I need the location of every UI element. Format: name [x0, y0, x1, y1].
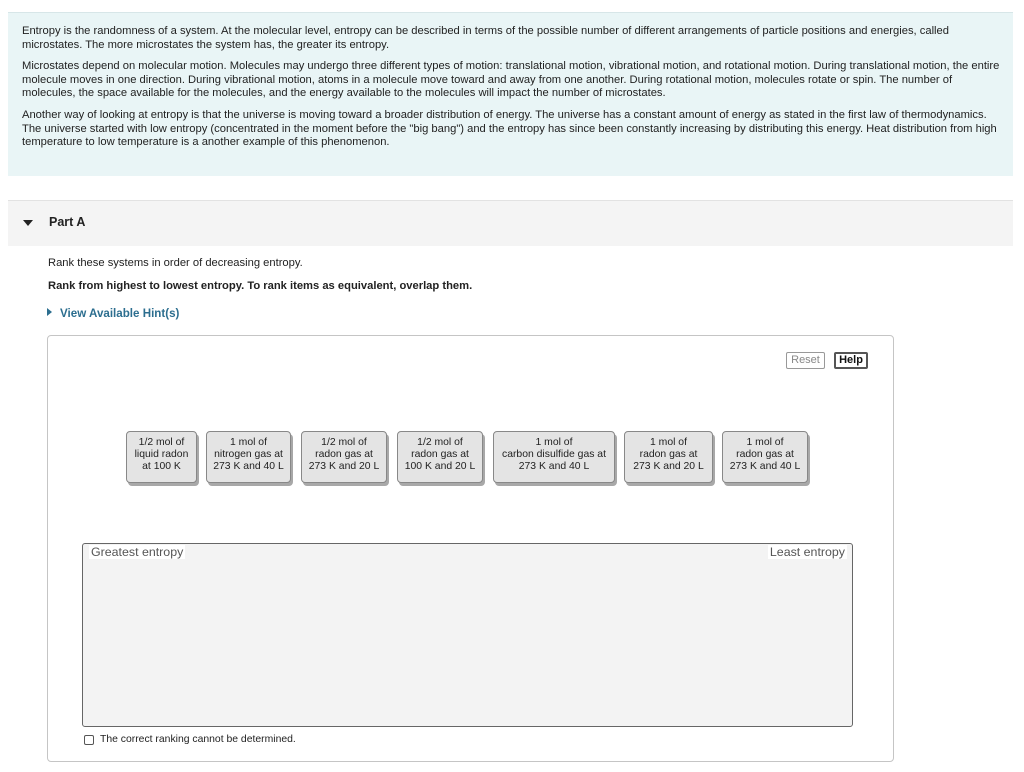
- rank-tile[interactable]: 1 mol of carbon disulfide gas at 273 K and 40 L: [493, 431, 615, 483]
- help-button[interactable]: Help: [834, 352, 868, 369]
- rank-tile[interactable]: 1 mol of nitrogen gas at 273 K and 40 L: [206, 431, 291, 483]
- view-hints-link[interactable]: [47, 307, 179, 320]
- intro-paragraph-3: Another way of looking at entropy is that the universe is moving toward a broader distribution of energy. The universe has a constant amount of energy as stated in the first law of thermodynamics. The universe started with low entropy (concentrated in the moment before the "big bang") and the entropy has since been constantly increasing by distributing this energy. Heat distribution from high temperature to low temperature is a another example of this phenomenon.: [22, 108, 997, 149]
- part-a-header[interactable]: [8, 200, 1013, 246]
- ranking-instruction: Rank from highest to lowest entropy. To rank items as equivalent, overlap them.: [48, 280, 473, 292]
- part-title: Part A: [49, 215, 86, 229]
- collapse-caret-icon[interactable]: [23, 220, 33, 226]
- cannot-determine-label: The correct ranking cannot be determined.: [100, 734, 296, 745]
- rank-tile[interactable]: 1/2 mol of radon gas at 100 K and 20 L: [397, 431, 483, 483]
- reset-button[interactable]: Reset: [786, 352, 825, 369]
- least-entropy-label: Least entropy: [769, 545, 845, 559]
- rank-tile[interactable]: 1/2 mol of liquid radon at 100 K: [126, 431, 197, 483]
- question-prompt: Rank these systems in order of decreasing entropy.: [48, 257, 303, 269]
- rank-tile[interactable]: 1/2 mol of radon gas at 273 K and 20 L: [301, 431, 387, 483]
- ranking-drop-zone[interactable]: [82, 543, 853, 727]
- intro-paragraph-2: Microstates depend on molecular motion. Molecules may undergo three different types of motion: translational motion, vibrational motion, and rotational motion. During translational motion, the entire molecule moves in one direction. During vibrational motion, atoms in a molecule move toward and away from one another. During rotational motion, molecules rotate or spin. The number of molecules, the space available for the molecules, and the energy available to the molecules will impact the number of microstates.: [22, 60, 1000, 100]
- view-hints-label: View Available Hint(s): [60, 307, 180, 320]
- intro-passage: [8, 12, 1013, 176]
- intro-paragraph-1: Entropy is the randomness of a system. At the molecular level, entropy can be described in terms of the possible number of different arrangements of particle positions and energies, called microstates. The more microstates the system has, the greater its entropy.: [22, 25, 949, 51]
- cannot-determine-checkbox[interactable]: [84, 735, 94, 745]
- rank-tile[interactable]: 1 mol of radon gas at 273 K and 20 L: [624, 431, 713, 483]
- greatest-entropy-label: Greatest entropy: [91, 545, 184, 559]
- expand-caret-icon: [47, 308, 52, 316]
- rank-tile[interactable]: 1 mol of radon gas at 273 K and 40 L: [722, 431, 808, 483]
- cannot-determine-option[interactable]: [84, 734, 296, 745]
